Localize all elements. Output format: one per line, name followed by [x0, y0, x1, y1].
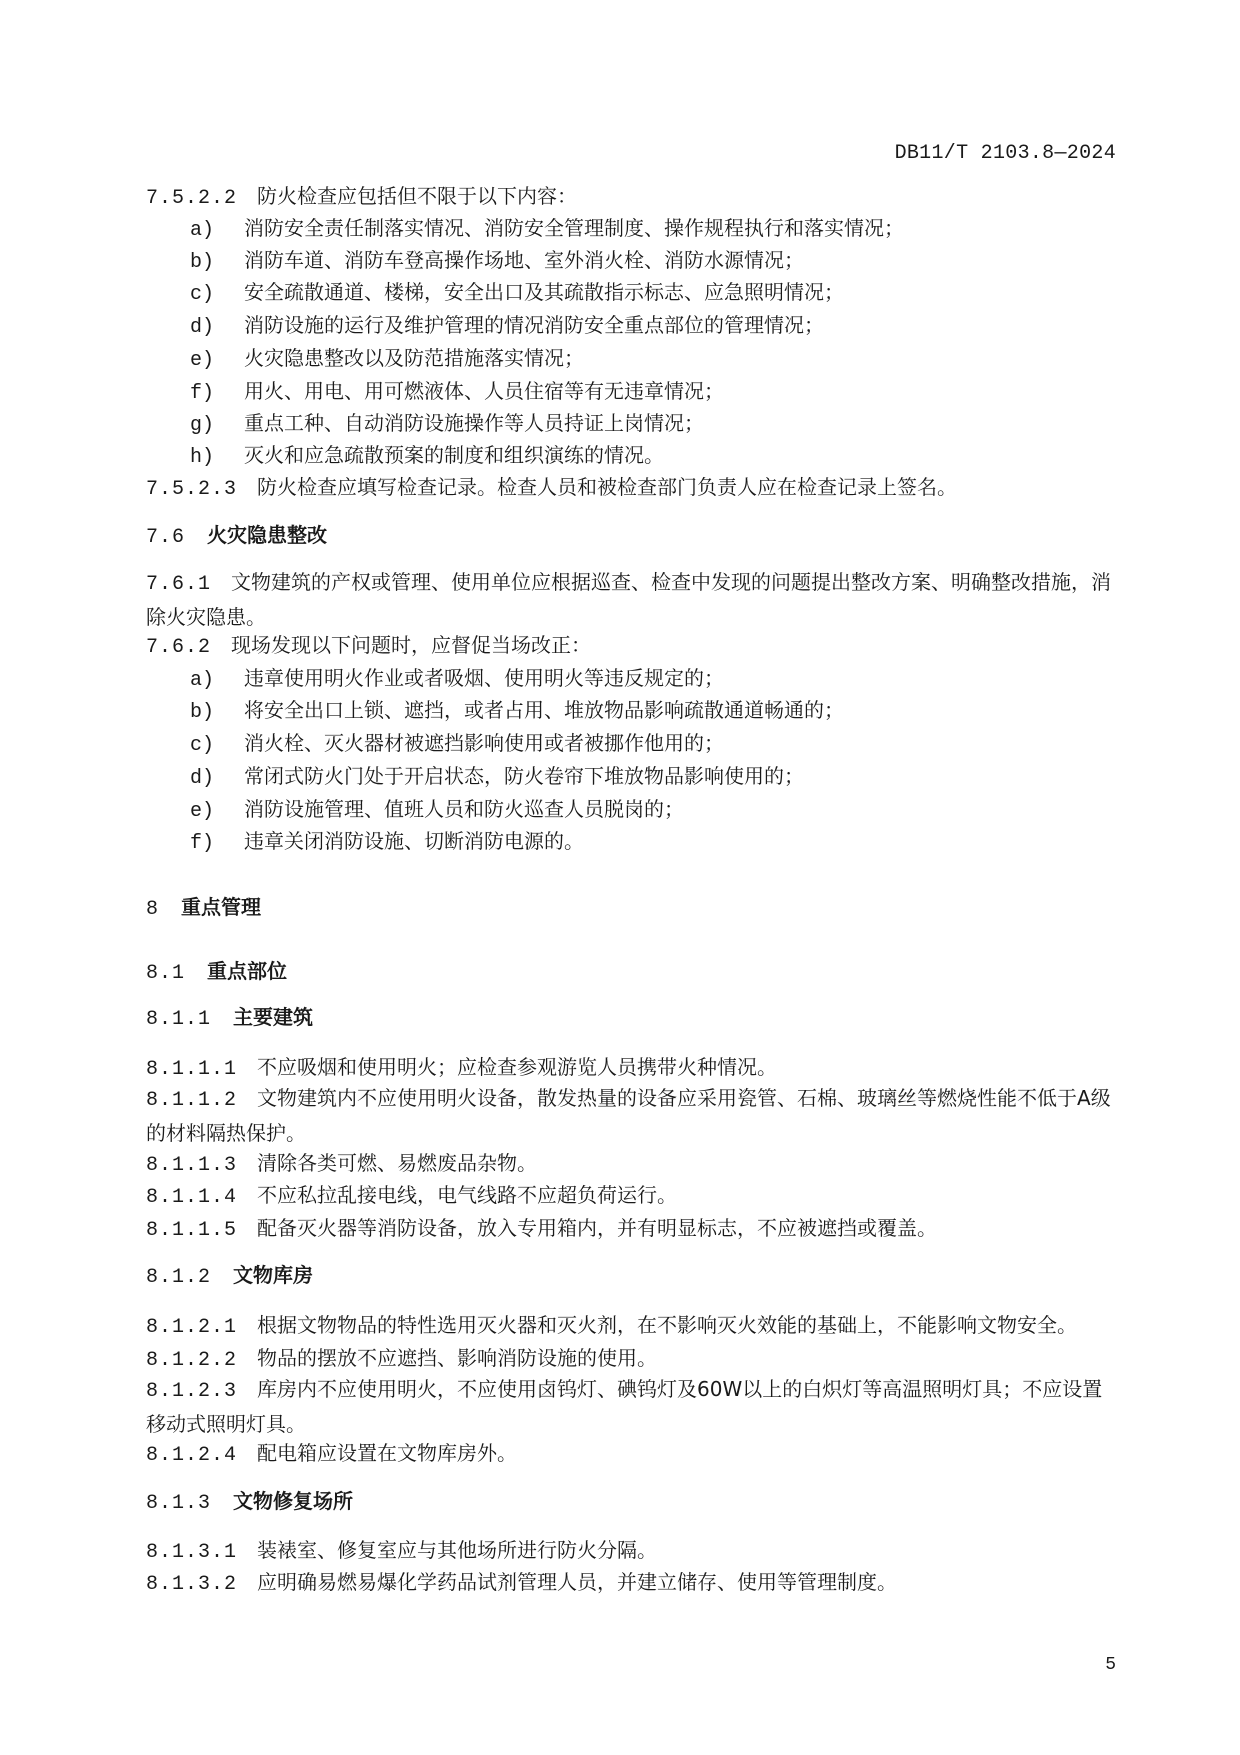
- item-label: b): [190, 251, 215, 274]
- clause-text: 根据文物物品的特性选用灭火器和灭火剂，在不影响灭火效能的基础上，不能影响文物安全。: [257, 1313, 1078, 1337]
- clause-8-1-2-4: [146, 1441, 517, 1468]
- clause-text: 物品的摆放不应遮挡、影响消防设施的使用。: [257, 1346, 658, 1370]
- clause-8-1-1-4: [146, 1183, 677, 1210]
- section-number: 7.6: [146, 526, 186, 549]
- list-item: [190, 280, 844, 307]
- section-title: 火灾隐患整改: [207, 523, 328, 547]
- section-title: 主要建筑: [233, 1005, 314, 1029]
- clause-8-1-2-1: [146, 1313, 1077, 1340]
- clause-text: 库房内不应使用明火，不应使用卤钨灯、碘钨灯及60W以上的白炽灯等高温照明灯具；不应设置移动式照明灯具。: [146, 1377, 1103, 1436]
- clause-8-1-1-1: [146, 1055, 777, 1082]
- item-label: f): [190, 382, 215, 405]
- list-item: [190, 698, 844, 725]
- item-text: 将安全出口上锁、遮挡，或者占用、堆放物品影响疏散通道畅通的；: [244, 698, 845, 722]
- clause-number: 8.1.1.4: [146, 1186, 238, 1209]
- clause-number: 7.6.1: [146, 573, 212, 596]
- section-number: 8: [146, 898, 160, 921]
- item-label: f): [190, 832, 215, 855]
- clause-8-1-2-3: [146, 1373, 1113, 1440]
- item-label: c): [190, 283, 215, 306]
- list-item: [190, 346, 584, 373]
- section-heading-7-6: [146, 523, 327, 550]
- clause-number: 7.5.2.3: [146, 478, 238, 501]
- list-item: [190, 248, 804, 275]
- clause-text: 应明确易燃易爆化学药品试剂管理人员，并建立储存、使用等管理制度。: [257, 1570, 898, 1594]
- section-number: 8.1.1: [146, 1008, 212, 1031]
- section-title: 文物修复场所: [233, 1489, 354, 1513]
- clause-8-1-1-2: [146, 1082, 1113, 1149]
- section-heading-8: [146, 895, 261, 922]
- item-text: 违章关闭消防设施、切断消防电源的。: [244, 829, 585, 853]
- section-number: 8.1: [146, 962, 186, 985]
- clause-number: 8.1.2.2: [146, 1349, 238, 1372]
- item-text: 常闭式防火门处于开启状态，防火卷帘下堆放物品影响使用的；: [244, 764, 805, 788]
- item-text: 火灾隐患整改以及防范措施落实情况；: [244, 346, 585, 370]
- item-label: a): [190, 219, 215, 242]
- clause-8-1-1-3: [146, 1151, 537, 1178]
- item-text: 安全疏散通道、楼梯，安全出口及其疏散指示标志、应急照明情况；: [244, 280, 845, 304]
- clause-number: 8.1.1.3: [146, 1154, 238, 1177]
- item-label: h): [190, 446, 215, 469]
- section-title: 文物库房: [233, 1263, 314, 1287]
- item-text: 违章使用明火作业或者吸烟、使用明火等违反规定的；: [244, 666, 725, 690]
- clause-text: 不应私拉乱接电线，电气线路不应超负荷运行。: [257, 1183, 678, 1207]
- clause-text: 配备灭火器等消防设备，放入专用箱内，并有明显标志，不应被遮挡或覆盖。: [257, 1216, 938, 1240]
- clause-8-1-3-1: [146, 1538, 657, 1565]
- clause-8-1-3-2: [146, 1570, 897, 1597]
- section-heading-8-1: [146, 959, 287, 986]
- list-item: [190, 443, 664, 470]
- page-number: 5: [1105, 1655, 1116, 1675]
- item-text: 消防车道、消防车登高操作场地、室外消火栓、消防水源情况；: [244, 248, 805, 272]
- item-text: 消火栓、灭火器材被遮挡影响使用或者被挪作他用的；: [244, 731, 725, 755]
- clause-7-6-2: [146, 633, 591, 660]
- item-text: 消防安全责任制落实情况、消防安全管理制度、操作规程执行和落实情况；: [244, 216, 905, 240]
- section-heading-8-1-3: [146, 1489, 353, 1516]
- item-label: d): [190, 767, 215, 790]
- clause-7-5-2-2: [146, 184, 577, 211]
- clause-text: 防火检查应填写检查记录。检查人员和被检查部门负责人应在检查记录上签名。: [257, 475, 958, 499]
- clause-number: 7.5.2.2: [146, 187, 238, 210]
- section-title: 重点部位: [207, 959, 288, 983]
- clause-text: 装裱室、修复室应与其他场所进行防火分隔。: [257, 1538, 658, 1562]
- clause-number: 8.1.1.5: [146, 1219, 238, 1242]
- item-text: 重点工种、自动消防设施操作等人员持证上岗情况；: [244, 411, 705, 435]
- list-item: [190, 731, 724, 758]
- document-code-header: DB11/T 2103.8—2024: [894, 142, 1116, 165]
- clause-text: 清除各类可燃、易燃废品杂物。: [257, 1151, 538, 1175]
- list-item: [190, 216, 904, 243]
- section-title: 重点管理: [181, 895, 262, 919]
- list-item: [190, 797, 684, 824]
- item-label: a): [190, 669, 215, 692]
- section-number: 8.1.3: [146, 1492, 212, 1515]
- item-label: e): [190, 800, 215, 823]
- item-label: b): [190, 701, 215, 724]
- clause-7-5-2-3: [146, 475, 957, 502]
- section-heading-8-1-1: [146, 1005, 313, 1032]
- clause-number: 8.1.2.1: [146, 1316, 238, 1339]
- clause-number: 8.1.3.1: [146, 1541, 238, 1564]
- clause-number: 8.1.1.1: [146, 1058, 238, 1081]
- clause-number: 8.1.2.3: [146, 1380, 238, 1403]
- clause-text: 文物建筑的产权或管理、使用单位应根据巡查、检查中发现的问题提出整改方案、明确整改措施，消除火灾隐患。: [146, 570, 1112, 629]
- clause-text: 不应吸烟和使用明火；应检查参观游览人员携带火种情况。: [257, 1055, 778, 1079]
- item-label: e): [190, 349, 215, 372]
- section-number: 8.1.2: [146, 1266, 212, 1289]
- clause-text: 防火检查应包括但不限于以下内容：: [257, 184, 578, 208]
- item-label: d): [190, 316, 215, 339]
- list-item: [190, 666, 724, 693]
- item-text: 用火、用电、用可燃液体、人员住宿等有无违章情况；: [244, 379, 725, 403]
- clause-text: 文物建筑内不应使用明火设备，散发热量的设备应采用瓷管、石棉、玻璃丝等燃烧性能不低于A级的材料隔热保护。: [146, 1086, 1111, 1145]
- list-item: [190, 411, 704, 438]
- clause-number: 8.1.1.2: [146, 1089, 238, 1112]
- section-heading-8-1-2: [146, 1263, 313, 1290]
- clause-number: 8.1.3.2: [146, 1573, 238, 1596]
- item-text: 消防设施管理、值班人员和防火巡查人员脱岗的；: [244, 797, 685, 821]
- item-label: g): [190, 414, 215, 437]
- clause-7-6-1: [146, 566, 1113, 633]
- clause-8-1-2-2: [146, 1346, 657, 1373]
- clause-8-1-1-5: [146, 1216, 937, 1243]
- item-text: 消防设施的运行及维护管理的情况消防安全重点部位的管理情况；: [244, 313, 825, 337]
- list-item: [190, 829, 584, 856]
- clause-text: 现场发现以下问题时，应督促当场改正：: [231, 633, 592, 657]
- list-item: [190, 764, 804, 791]
- item-label: c): [190, 734, 215, 757]
- item-text: 灭火和应急疏散预案的制度和组织演练的情况。: [244, 443, 665, 467]
- clause-text: 配电箱应设置在文物库房外。: [257, 1441, 518, 1465]
- clause-number: 8.1.2.4: [146, 1444, 238, 1467]
- list-item: [190, 379, 724, 406]
- clause-number: 7.6.2: [146, 636, 212, 659]
- list-item: [190, 313, 824, 340]
